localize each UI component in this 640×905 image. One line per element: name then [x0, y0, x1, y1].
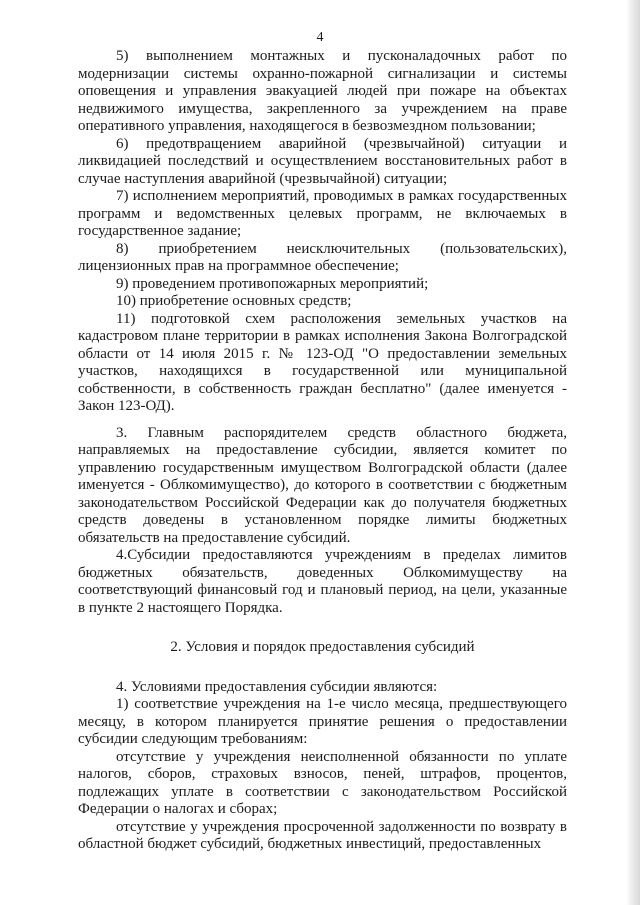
condition-1: 1) соответствие учреждения на 1-е число месяца, предшествующего месяцу, в котором планируется принятие решения о предоставлении субсидии следующим требованиям:: [78, 696, 567, 747]
page-number: 4: [316, 30, 324, 45]
list-item-10: 10) приобретение основных средств;: [116, 293, 352, 309]
document-body: [78, 48, 567, 854]
list-item-11: 11) подготовкой схем расположения земельных участков на кадастровом плане территории в рамках исполнения Закона Волгоградской области от 14 июля 2015 г. № 123-ОД "О предоставлении земельных участков, находящихся в государственной или муниципальной собственности, в собственность граждан бесплатно" (далее именуется - Закон 123-ОД).: [78, 310, 567, 414]
requirement-no-tax-debt: отсутствие у учреждения неисполненной обязанности по уплате налогов, сборов, страховых взносов, пеней, штрафов, процентов, подлежащих уплате в соответствии с законодательством Российской Федерации о налогах и сборах;: [78, 748, 567, 817]
list-item-9: 9) проведением противопожарных мероприятий;: [116, 275, 429, 292]
list-item-6: 6) предотвращением аварийной (чрезвычайной) ситуации и ликвидацией последствий и осуществлением восстановительных работ в случае наступления аварийной (чрезвычайной) ситуации;: [78, 135, 567, 187]
clause-3: 3. Главным распорядителем средств областного бюджета, направляемых на предоставление субсидии, является комитет по управлению государственным имуществом Волгоградской области (далее именуется - Облкомимущество), до которого в соответствии с бюджетным законодательством Российской Федерации как до получателя бюджетных средств доведены в установленном порядке лимиты бюджетных обязательств на предоставление субсидий.: [78, 424, 567, 546]
section-heading: 2. Условия и порядок предоставления субсидий: [170, 639, 475, 655]
list-item-8: 8) приобретением неисключительных (пользовательских), лицензионных прав на программное обеспечение;: [78, 240, 567, 274]
clause-4-limits: 4.Субсидии предоставляются учреждениям в пределах лимитов бюджетных обязательств, доведенных Облкомимуществу на соответствующий финансовый год и плановый период, на цели, указанные в пункте 2 настоящего Порядка.: [78, 547, 567, 616]
clause-4-conditions: 4. Условиями предоставления субсидии являются:: [116, 678, 438, 695]
page-edge-shadow: [626, 0, 640, 905]
list-item-5: 5) выполнением монтажных и пусконаладочных работ по модернизации системы охранно-пожарной сигнализации и системы оповещения и управления эвакуацией людей при пожаре на объектах недвижимого имущества, закрепленного за учреждением на праве оперативного управления, находящегося в безвозмездном пользовании;: [78, 48, 567, 134]
list-item-7: 7) исполнением мероприятий, проводимых в рамках государственных программ и ведомственных целевых программ, не включаемых в государственное задание;: [78, 188, 567, 239]
requirement-no-overdue-debt: отсутствие у учреждения просроченной задолженности по возврату в областной бюджет субсидий, бюджетных инвестиций, предоставленных: [78, 818, 567, 852]
